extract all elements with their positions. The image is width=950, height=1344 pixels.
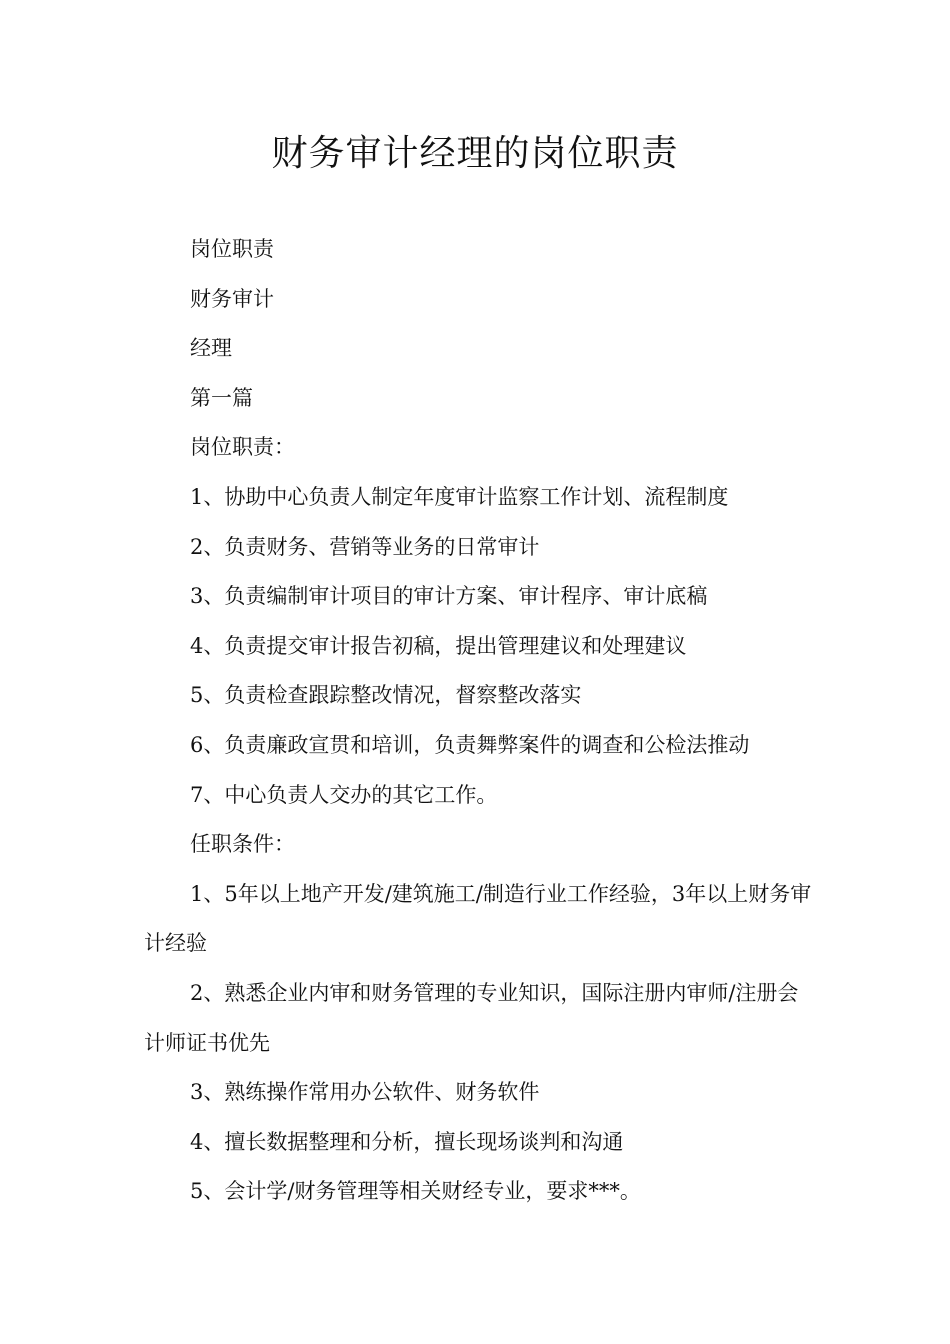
requirement-item: 1、5年以上地产开发/建筑施工/制造行业工作经验，3年以上财务审计经验 <box>144 881 812 956</box>
duty-item: 1、协助中心负责人制定年度审计监察工作计划、流程制度 <box>190 484 729 509</box>
paragraph-line: 第一篇 <box>190 385 253 410</box>
requirement-item: 5、会计学/财务管理等相关财经专业，要求***。 <box>190 1179 641 1204</box>
document-body <box>144 225 816 1217</box>
paragraph-line: 财务审计 <box>190 286 274 311</box>
duty-item: 3、负责编制审计项目的审计方案、审计程序、审计底稿 <box>190 584 708 609</box>
requirement-item: 3、熟练操作常用办公软件、财务软件 <box>190 1080 540 1105</box>
paragraph-line: 经理 <box>190 336 232 361</box>
duty-item: 4、负责提交审计报告初稿，提出管理建议和处理建议 <box>190 633 687 658</box>
paragraph-line: 岗位职责 <box>190 237 274 261</box>
section-heading-duties: 岗位职责： <box>190 435 295 460</box>
duty-item: 2、负责财务、营销等业务的日常审计 <box>190 534 540 559</box>
duty-item: 5、负责检查跟踪整改情况，督察整改落实 <box>190 683 582 708</box>
section-heading-requirements: 任职条件： <box>190 832 295 857</box>
duty-item: 7、中心负责人交办的其它工作。 <box>190 782 498 807</box>
requirement-item: 2、熟悉企业内审和财务管理的专业知识，国际注册内审师/注册会计师证书优先 <box>144 980 799 1055</box>
requirement-item: 4、擅长数据整理和分析，擅长现场谈判和沟通 <box>190 1129 624 1154</box>
document-title: 财务审计经理的岗位职责 <box>271 133 679 174</box>
duty-item: 6、负责廉政宣贯和培训，负责舞弊案件的调查和公检法推动 <box>190 732 750 757</box>
